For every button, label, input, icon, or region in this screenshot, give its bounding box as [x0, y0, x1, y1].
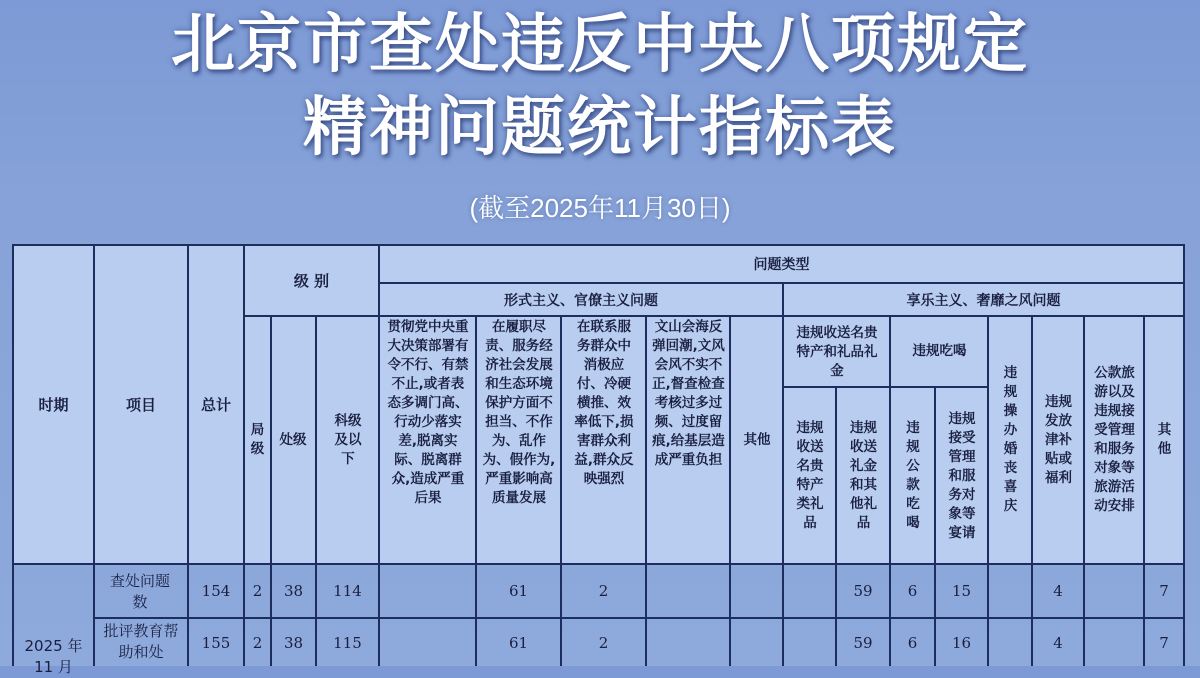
table-cell	[731, 565, 782, 617]
header-wedding: 违规操办婚丧喜庆	[1003, 365, 1018, 514]
table-cell: 114	[333, 582, 362, 600]
header-problem-type: 问题类型	[753, 257, 810, 273]
table-cell: 154	[201, 582, 231, 600]
table-cell: 61	[508, 582, 529, 600]
header-item: 项目	[125, 396, 156, 414]
table-cell: 7	[1159, 582, 1169, 600]
table-cell	[647, 565, 729, 617]
header-divider	[782, 386, 987, 388]
row-label-education: 批评教育帮助和处	[103, 622, 179, 661]
table-cell: 6	[907, 582, 918, 600]
table-cell: 2	[252, 582, 263, 600]
header-formalism-col3: 在联系服务群众中消极应付、冷硬横推、效率低下,损害群众利益,群众反映强烈	[574, 319, 634, 487]
table-cell	[784, 565, 835, 617]
table-cell: 4	[1053, 582, 1063, 600]
date-subtitle: (截至2025年11月30日)	[469, 193, 731, 223]
table-cell	[989, 619, 1031, 666]
header-hedonism-other: 其他	[1157, 422, 1172, 457]
table-cell: 16	[951, 633, 972, 652]
table-cell: 155	[201, 633, 231, 652]
header-meal-banquet: 违规接受管理和服务对象等宴请	[948, 410, 976, 541]
table-cell: 2	[598, 582, 609, 600]
header-formalism-col4: 文山会海反弹回潮,文风会风不实不正,督查检查考核过多过频、过度留痕,给基层造成严重负担	[652, 319, 725, 468]
header-level: 级 别	[293, 272, 330, 290]
table-cell: 38	[283, 633, 304, 652]
table-cell: 4	[1053, 633, 1063, 652]
table-border-right	[1183, 244, 1185, 666]
table-cell: 6	[907, 633, 918, 652]
table-cell	[1085, 619, 1143, 666]
header-gift-group: 违规收送名贵特产和礼品礼金	[796, 324, 878, 379]
header-formalism-col2: 在履职尽责、服务经济社会发展和生态环境保护方面不担当、不作为、乱作为、假作为,严重影响高质量发展	[482, 319, 556, 506]
table-cell: 59	[853, 633, 873, 652]
header-hedonism: 享乐主义、奢靡之风问题	[906, 292, 1061, 309]
table-cell	[731, 619, 782, 666]
page-title-line2: 精神问题统计指标表	[303, 91, 897, 165]
table-cell	[380, 619, 475, 666]
header-formalism-col1: 贯彻党中央重大决策部署有令不行、有禁不止,或者表态多调门高、行动少落实差,脱离实际、脱离群众,造成严重后果	[387, 319, 469, 506]
header-total: 总计	[200, 396, 231, 414]
header-subsidy: 违规发放津补贴或福利	[1045, 393, 1072, 486]
table-cell: 115	[333, 633, 362, 652]
period-label: 2025 年 11 月	[24, 637, 83, 676]
header-travel: 公款旅游以及违规接受管理和服务对象等旅游活动安排	[1094, 365, 1135, 514]
table-cell	[784, 619, 835, 666]
header-level-bureau: 局级	[250, 422, 265, 457]
header-period: 时期	[38, 396, 69, 414]
header-level-division: 处级	[279, 431, 307, 448]
table-cell: 7	[1159, 633, 1169, 652]
header-gift-specialty: 违规收送名贵特产类礼品	[796, 420, 824, 531]
page-title-line1: 北京市查处违反中央八项规定	[171, 8, 1029, 82]
table-cell: 15	[951, 582, 972, 600]
row-label-cases: 查处问题数	[109, 571, 170, 611]
header-level-section: 科级及以下	[334, 412, 362, 467]
table-cell	[647, 619, 729, 666]
header-gift-money: 违规收送礼金和其他礼品	[850, 420, 877, 531]
header-meal-group: 违规吃喝	[912, 343, 967, 359]
table-cell	[989, 565, 1031, 617]
table-cell: 38	[283, 582, 304, 600]
header-formalism-other: 其他	[743, 431, 771, 448]
header-meal-public: 违规公款吃喝	[906, 420, 920, 531]
table-cell: 61	[508, 633, 529, 652]
table-cell: 2	[598, 633, 609, 652]
table-cell	[1085, 565, 1143, 617]
header-formalism: 形式主义、官僚主义问题	[504, 292, 658, 309]
table-cell: 59	[853, 582, 873, 600]
table-cell	[380, 565, 475, 617]
table-cell: 2	[252, 633, 263, 652]
